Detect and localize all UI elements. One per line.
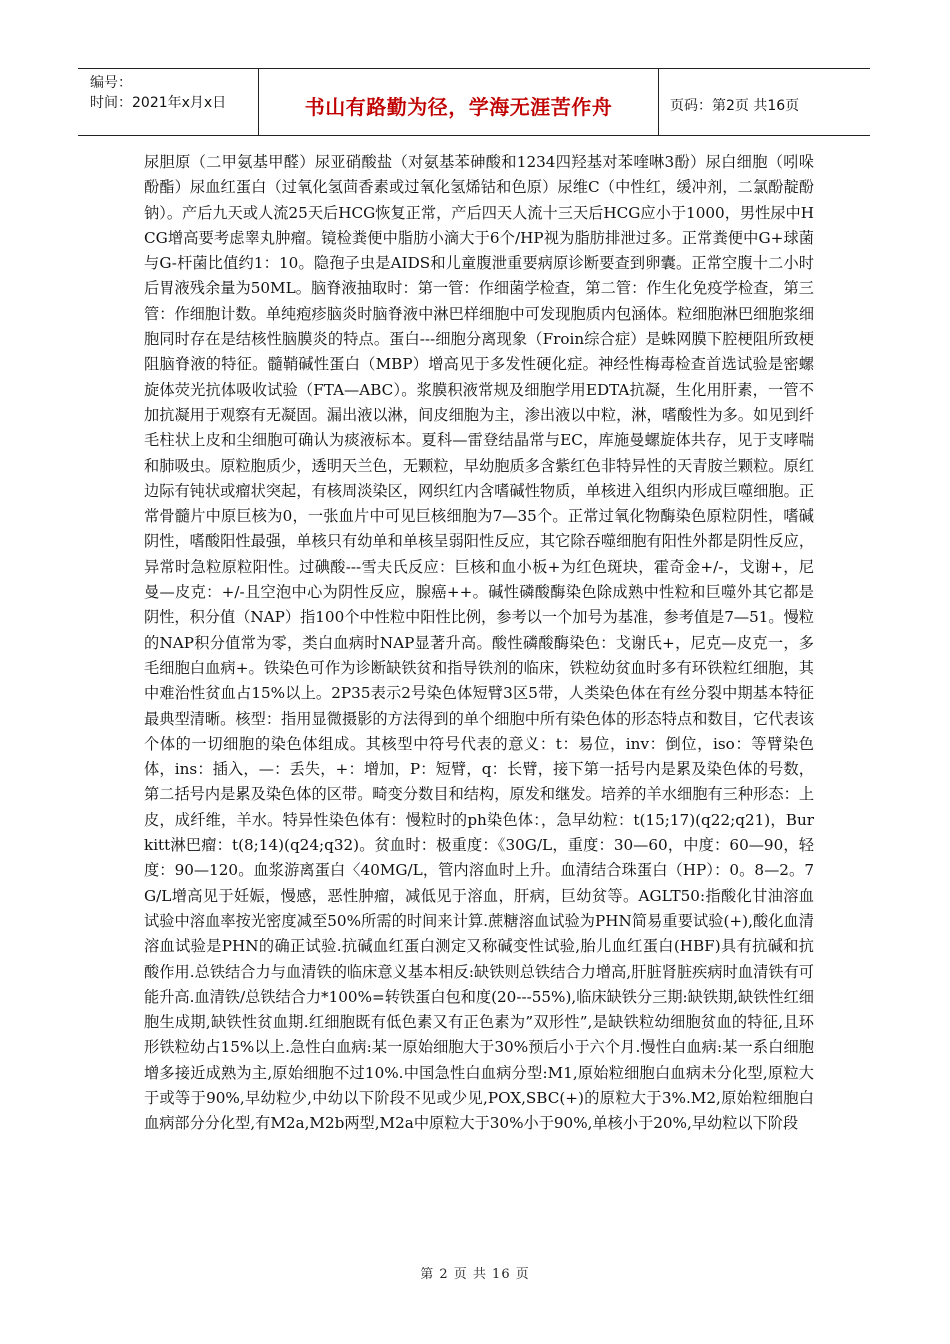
header-divider-right [658, 69, 659, 135]
header-page-info: 页码：第2页 共16页 [670, 98, 800, 114]
document-time-label: 时间：2021年x月x日 [90, 95, 227, 111]
page-header [78, 68, 870, 136]
page-footer: 第 2 页 共 16 页 [420, 1267, 530, 1282]
body-paragraph: 尿胆原（二甲氨基甲醛）尿亚硝酸盐（对氨基苯砷酸和1234四羟基对苯喹啉3酚）尿白细胞（吲哚酚酯）尿血红蛋白（过氧化氢茴香素或过氧化氢烯钴和色原）尿维C（中性红，缓冲剂，二氯酚靛酚钠）。产后九天或人流25天后HCG恢复正常，产后四天人流十三天后HCG应小于1000，男性尿中HCG增高要考虑睾丸肿瘤。镜检粪便中脂肪小滴大于6个/HP视为脂肪排泄过多。正常粪便中G+球菌与G-杆菌比值约1：10。隐孢子虫是AIDS和儿童腹泄重要病原诊断要查到卵囊。正常空腹十二小时后胃液残余量为50ML。脑脊液抽取时：第一管：作细菌学检查，第二管：作生化免疫学检查，第三管：作细胞计数。单纯疱疹脑炎时脑脊液中淋巴样细胞中可发现胞质内包涵体。粒细胞淋巴细胞浆细胞同时存在是结核性脑膜炎的特点。蛋白---细胞分离现象（Froin综合症）是蛛网膜下腔梗阻所致梗阻脑脊液的特征。髓鞘碱性蛋白（MBP）增高见于多发性硬化症。神经性梅毒检查首选试验是密螺旋体荧光抗体吸收试验（FTA—ABC）。浆膜积液常规及细胞学用EDTA抗凝，生化用肝素，一管不加抗凝用于观察有无凝固。漏出液以淋，间皮细胞为主，渗出液以中粒，淋，嗜酸性为多。如见到纤毛柱状上皮和尘细胞可确认为痰液标本。夏科—雷登结晶常与EC，库施曼螺旋体共存，见于支哮喘和肺吸虫。原粒胞质少，透明天兰色，无颗粒，早幼胞质多含紫红色非特异性的天青胺兰颗粒。原红边际有钝状或瘤状突起，有核周淡染区，网织红内含嗜碱性物质，单核进入组织内形成巨噬细胞。正常骨髓片中原巨核为0，一张血片中可见巨核细胞为7—35个。正常过氧化物酶染色原粒阴性，嗜碱阴性，嗜酸阳性最强，单核只有幼单和单核呈弱阳性反应，其它除吞噬细胞有阳性外都是阴性反应，异常时急粒原粒阳性。过碘酸---雪夫氏反应：巨核和血小板+为红色斑块，霍奇金+/-，戈谢+，尼曼—皮克：+/-且空泡中心为阴性反应，腺癌++。碱性磷酸酶染色除成熟中性粒和巨噬外其它都是阴性，积分值（NAP）指100个中性粒中阳性比例，参考以一个加号为基准，参考值是7—51。慢粒的NAP积分值常为零，类白血病时NAP显著升高。酸性磷酸酶染色：戈谢氏+，尼克—皮克一，多毛细胞白血病+。铁染色可作为诊断缺铁贫和指导铁剂的临床，铁粒幼贫血时多有环铁粒红细胞，其中难治性贫血占15%以上。2P35表示2号染色体短臂3区5带，人类染色体在有丝分裂中期基本特征最典型清晰。核型：指用显微摄影的方法得到的单个细胞中所有染色体的形态特点和数目，它代表该个体的一切细胞的染色体组成。其核型中符号代表的意义：t：易位，inv：倒位，iso：等臂染色体，ins：插入，—：丢失，+：增加，P：短臂，q：长臂，接下第一括号内是累及染色体的号数，第二括号内是累及染色体的区带。畸变分数目和结构，原发和继发。培养的羊水细胞有三种形态：上皮，成纤维，羊水。特异性染色体有：慢粒时的ph染色体：，急早幼粒：t(15;17)(q22;q21)，Burkitt淋巴瘤：t(8;14)(q24;q32)。贫血时：极重度：《30G/L，重度：30—60，中度：60—90，轻度：90—120。血浆游离蛋白〈40MG/L，管内溶血时上升。血清结合珠蛋白（HP）：0。8—2。7G/L增高见于妊娠，慢感，恶性肿瘤，减低见于溶血，肝病，巨幼贫等。AGLT50:指酸化甘油溶血试验中溶血率按光密度减至50%所需的时间来计算.蔗糖溶血试验为PHN简易重要试验(+),酸化血清溶血试验是PHN的确正试验.抗碱血红蛋白测定又称碱变性试验,胎儿血红蛋白(HBF)具有抗碱和抗酸作用.总铁结合力与血清铁的临床意义基本相反:缺铁则总铁结合力增高,肝脏肾脏疾病时血清铁有可能升高.血清铁/总铁结合力*100%=转铁蛋白包和度(20---55%),临床缺铁分三期:缺铁期,缺铁性红细胞生成期,缺铁性贫血期.红细胞既有低色素又有正色素为”双形性”,是缺铁粒幼细胞贫血的特征,且环形铁粒幼占15%以上.急性白血病:某一原始细胞大于30%预后小于六个月.慢性白血病:某一系白细胞增多接近成熟为主,原始细胞不过10%.中国急性白血病分型:M1,原始粒细胞白血病未分化型,原粒大于或等于90%,早幼粒少,中幼以下阶段不见或少见,POX,SBC(+)的原粒大于3%.M2,原始粒细胞白血病部分分化型,有M2a,M2b两型,M2a中原粒大于30%小于90%,单核小于20%,早幼粒以下阶段 [144, 153, 814, 1133]
document-number-label: 编号： [90, 75, 132, 91]
header-motto: 书山有路勤为径，学海无涯苦作舟 [304, 95, 613, 119]
header-meta [78, 69, 258, 135]
